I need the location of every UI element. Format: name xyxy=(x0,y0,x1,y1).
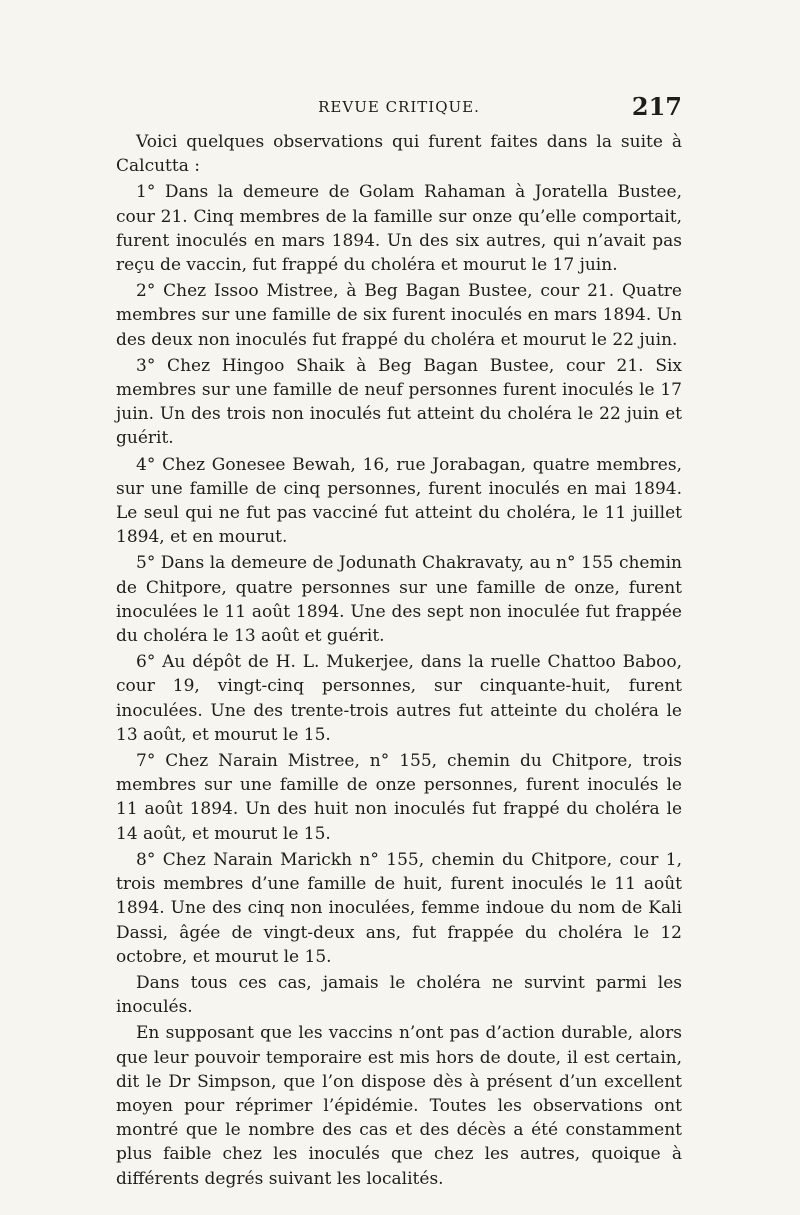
paragraph-summary: Dans tous ces cas, jamais le choléra ne survint parmi les inoculés. xyxy=(116,972,682,1018)
paragraph-observation-3: 3° Chez Hingoo Shaik à Beg Bagan Bustee, cour 21. Six membres sur une famille de neuf personnes furent inoculés le 17 juin. Un des trois non inoculés fut atteint du choléra le 22 juin et guérit. xyxy=(116,355,682,449)
text-body xyxy=(116,130,682,1191)
paragraph-observation-4: 4° Chez Gonesee Bewah, 16, rue Jorabagan, quatre membres, sur une famille de cinq personnes, furent inoculés en mai 1894. Le seul qui ne fut pas vacciné fut atteint du choléra, le 11 juillet 1894, et en mourut. xyxy=(116,454,682,548)
paragraph-observation-2: 2° Chez Issoo Mistree, à Beg Bagan Bustee, cour 21. Quatre membres sur une famille de six furent inoculés en mars 1894. Un des deux non inoculés fut frappé du choléra et mourut le 22 juin. xyxy=(116,281,682,350)
document-page xyxy=(116,92,682,1191)
paragraph-intro: Voici quelques observations qui furent faites dans la suite à Calcutta : xyxy=(116,132,682,177)
paragraph-observation-6: 6° Au dépôt de H. L. Mukerjee, dans la ruelle Chattoo Baboo, cour 19, vingt-cinq personnes, sur cinquante-huit, furent inoculées. Une des trente-trois autres fut atteinte du choléra le 13 août, et mourut le 15. xyxy=(116,652,682,745)
paragraph-observation-1: 1° Dans la demeure de Golam Rahaman à Joratella Bustee, cour 21. Cinq membres de la famille sur onze qu’elle comportait, furent inoculés en mars 1894. Un des six autres, qui n’avait pas reçu de vaccin, fut frappé du choléra et mourut le 17 juin. xyxy=(116,182,682,276)
paragraph-conclusion: En supposant que les vaccins n’ont pas d’action durable, alors que leur pouvoir temporaire est mis hors de doute, il est certain, dit le Dr Simpson, que l’on dispose dès à présent d’un excellent moyen pour réprimer l’épidémie. Toutes les observations ont montré que le nombre des cas et des décès a été constamment plus faible chez les inoculés que chez les autres, quoique à différents degrés suivant les localités. xyxy=(116,1023,682,1189)
running-title: REVUE CRITIQUE. xyxy=(318,98,480,116)
paragraph-observation-8: 8° Chez Narain Marickh n° 155, chemin du Chitpore, cour 1, trois membres d’une famille de huit, furent inoculés le 11 août 1894. Une des cinq non inoculées, femme indoue du nom de Kali Dassi, âgée de vingt-deux ans, fut frappée du choléra le 12 octobre, et mourut le 15. xyxy=(116,849,682,967)
paragraph-observation-5: 5° Dans la demeure de Jodunath Chakravaty, au n° 155 chemin de Chitpore, quatre personnes sur une famille de onze, furent inoculées le 11 août 1894. Une des sept non inoculée fut frappée du choléra le 13 août et guérit. xyxy=(116,553,682,647)
page-header xyxy=(116,92,682,122)
paragraph-observation-7: 7° Chez Narain Mistree, n° 155, chemin du Chitpore, trois membres sur une famille de onze personnes, furent inoculés le 11 août 1894. Un des huit non inoculés fut frappé du choléra le 14 août, et mourut le 15. xyxy=(116,751,682,844)
page-number: 217 xyxy=(631,92,682,121)
